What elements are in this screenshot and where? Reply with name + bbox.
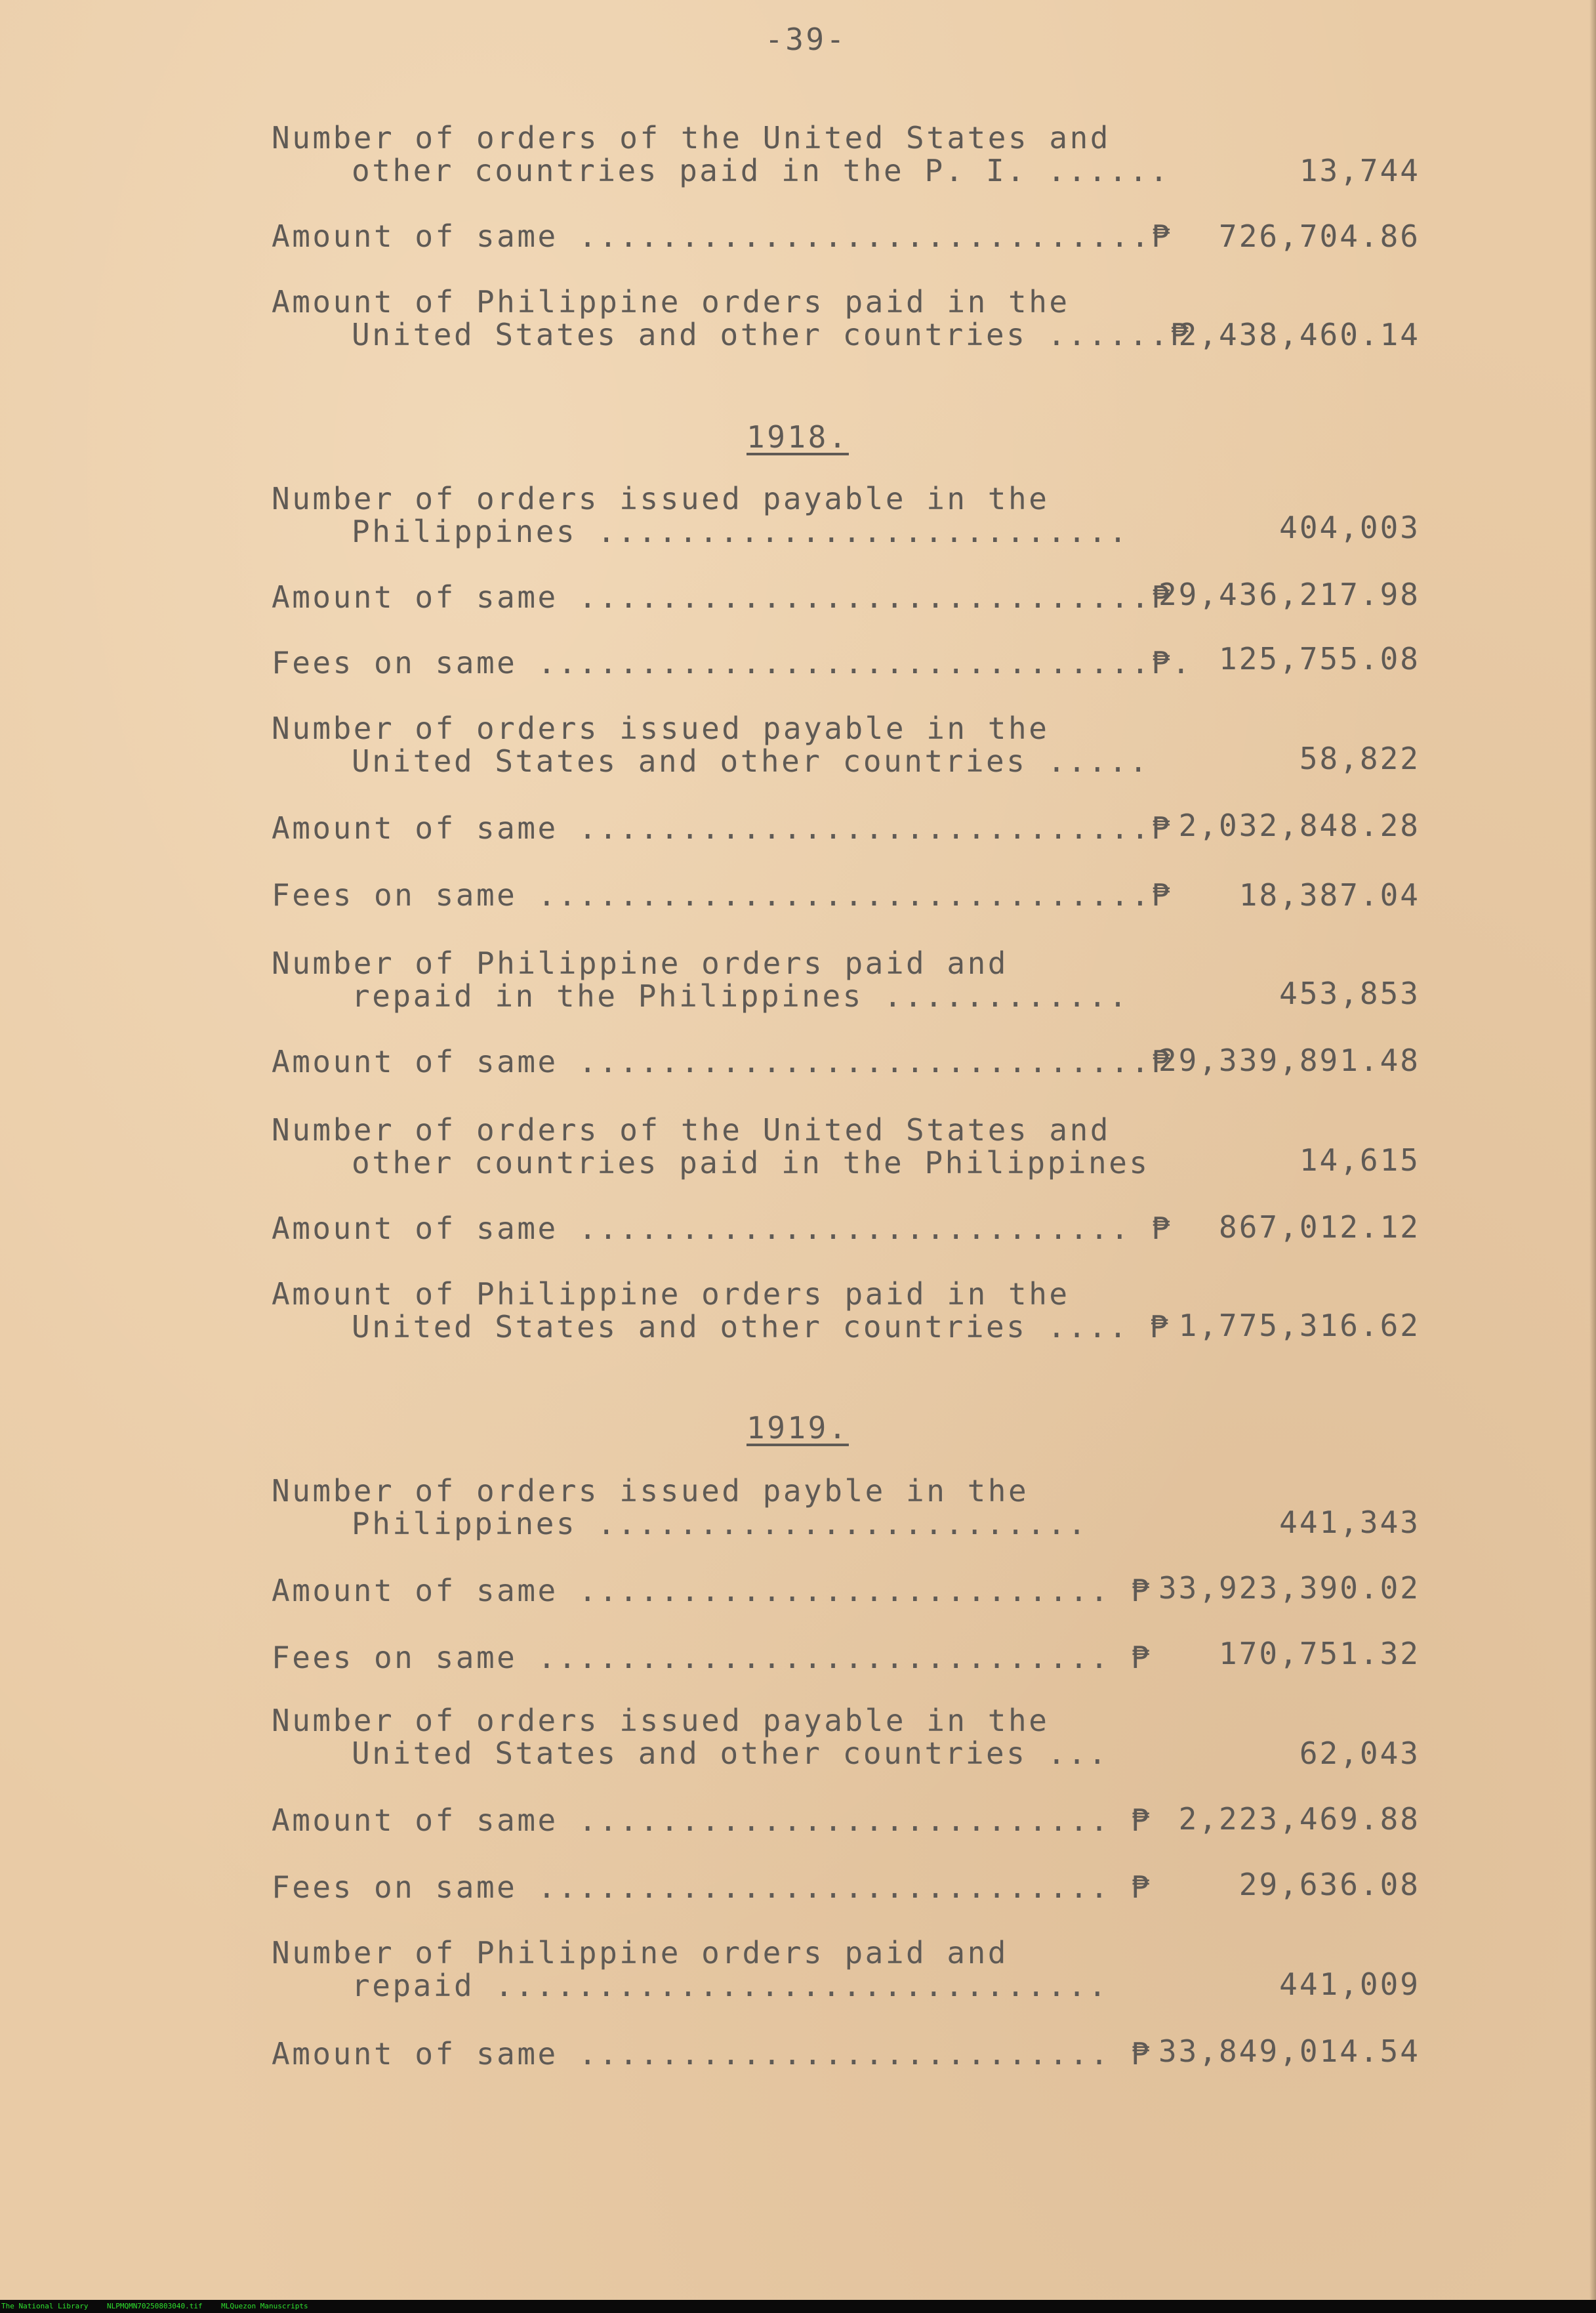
footer-file: NLPMQMN70250803040.tif (106, 2302, 203, 2310)
entry-value: 29,436,217.98 (1158, 577, 1420, 612)
entry-value: 33,923,390.02 (1158, 1570, 1420, 1606)
entry-label: Amount of Philippine orders paid in the (272, 1276, 1070, 1312)
entry-label: Fees on same ............................ ₱ (272, 1869, 1152, 1905)
entry-label-cont: repaid .............................. (352, 1968, 1109, 2003)
entry-value: 1,775,316.62 (1178, 1308, 1420, 1343)
page-number: -39- (765, 22, 847, 57)
entry-value: 170,751.32 (1219, 1636, 1420, 1671)
entry-value: 18,387.04 (1238, 877, 1420, 913)
entry-label: Amount of same .......................... ₱ (272, 1573, 1152, 1608)
entry-value: 441,343 (1279, 1505, 1420, 1540)
entry-label: Number of orders issued payable in the (272, 711, 1050, 746)
footer-library: The National Library (1, 2302, 89, 2310)
entry-value: 14,615 (1299, 1142, 1420, 1178)
entry-label: Fees on same ..............................₱. (272, 645, 1193, 680)
entry-label: Number of orders issued payble in the (272, 1473, 1029, 1509)
entry-value: 13,744 (1299, 153, 1420, 188)
footer-collection: MLQuezon Manuscripts (221, 2302, 308, 2310)
entry-value: 2,223,469.88 (1178, 1801, 1420, 1837)
entry-label-cont: United States and other countries ... (352, 1736, 1109, 1771)
entry-label: Number of orders issued payable in the (272, 481, 1050, 516)
entry-label: Number of orders of the United States and (272, 120, 1111, 156)
year-heading-1918: 1918. (747, 419, 849, 455)
entry-label-cont: United States and other countries ......₱ (352, 317, 1191, 352)
entry-label: Number of orders issued payable in the (272, 1703, 1050, 1738)
entry-label-cont: other countries paid in the P. I. ...... (352, 153, 1170, 188)
entry-value: 33,849,014.54 (1158, 2033, 1420, 2069)
entry-label: Amount of same ........................... ₱ (272, 1211, 1172, 1246)
entry-value: 125,755.08 (1219, 641, 1420, 677)
entry-label-cont: Philippines ........................ (352, 1506, 1088, 1541)
entry-label-cont: United States and other countries .... ₱ (352, 1309, 1170, 1344)
entry-value: 453,853 (1279, 976, 1420, 1011)
entry-label: Number of orders of the United States and (272, 1112, 1111, 1148)
entry-value: 62,043 (1299, 1736, 1420, 1771)
entry-value: 58,822 (1299, 741, 1420, 776)
entry-label: Amount of same ............................₱ (272, 579, 1172, 615)
year-heading-1919: 1919. (747, 1410, 849, 1446)
entry-label: Amount of same ............................₱ (272, 219, 1172, 254)
entry-label-cont: repaid in the Philippines ............ (352, 978, 1130, 1014)
scan-footer-bar (0, 2300, 1596, 2313)
entry-label-cont: United States and other countries ..... (352, 743, 1150, 779)
entry-label: Amount of Philippine orders paid in the (272, 284, 1070, 320)
entry-value: 404,003 (1279, 510, 1420, 545)
entry-value: 726,704.86 (1219, 219, 1420, 254)
entry-label: Fees on same ............................ ₱ (272, 1640, 1152, 1675)
entry-label-cont: other countries paid in the Philippines (352, 1145, 1150, 1180)
page-edge-shadow (1589, 0, 1596, 2300)
entry-value: 29,339,891.48 (1158, 1043, 1420, 1078)
entry-label-cont: Philippines .......................... (352, 514, 1130, 549)
entry-label: Number of Philippine orders paid and (272, 1935, 1008, 1970)
entry-value: 29,636.08 (1238, 1867, 1420, 1902)
entry-value: 2,032,848.28 (1178, 808, 1420, 843)
entry-label: Amount of same ............................₱ (272, 810, 1172, 846)
entry-label: Amount of same ............................₱ (272, 1044, 1172, 1079)
entry-label: Number of Philippine orders paid and (272, 946, 1008, 981)
entry-label: Amount of same .......................... ₱ (272, 2036, 1152, 2072)
entry-value: 441,009 (1279, 1967, 1420, 2002)
entry-value: 867,012.12 (1219, 1209, 1420, 1245)
entry-label: Amount of same .......................... ₱ (272, 1802, 1152, 1838)
entry-value: 2,438,460.14 (1178, 317, 1420, 352)
entry-label: Fees on same ..............................₱ (272, 877, 1172, 913)
